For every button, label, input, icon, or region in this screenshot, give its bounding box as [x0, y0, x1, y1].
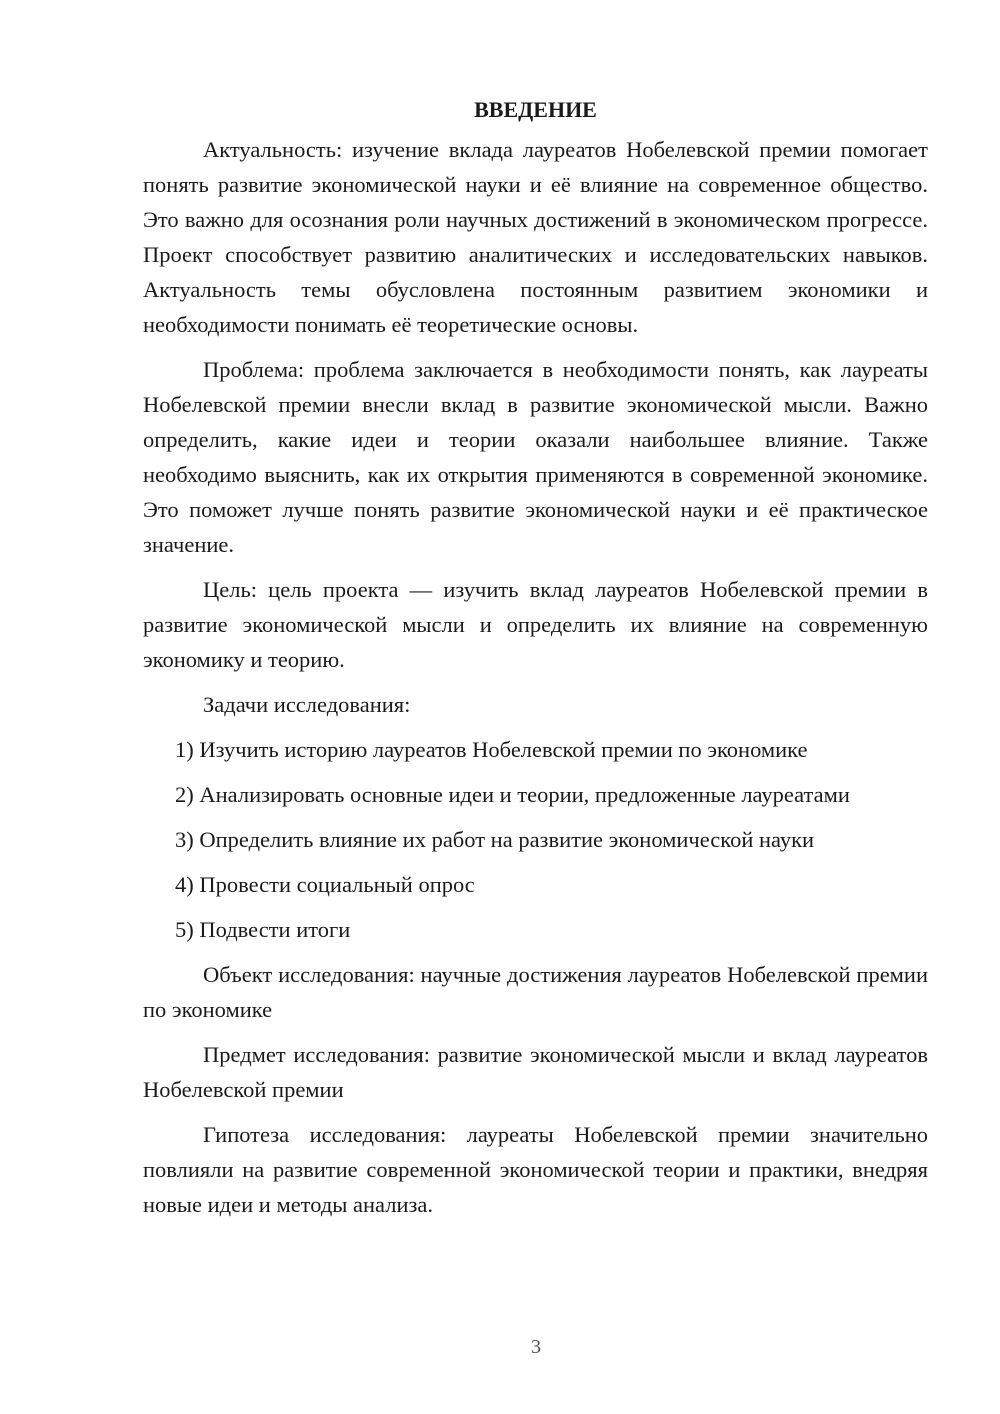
- goal-paragraph: Цель: цель проекта — изучить вклад лауреатов Нобелевской премии в развитие экономической мысли и определить их влияние на современную экономику и теорию.: [143, 577, 928, 672]
- tasks-heading: Задачи исследования:: [203, 692, 411, 717]
- relevance-paragraph: Актуальность: изучение вклада лауреатов Нобелевской премии помогает понять развитие экономической науки и её влияние на современное общество. Это важно для осознания роли научных достижений в экономическом прогрессе. Проект способствует развитию аналитических и исследовательских навыков. Актуальность темы обусловлена постоянным развитием экономики и необходимости понимать её теоретические основы.: [143, 137, 928, 337]
- task-item: 5) Подвести итоги: [175, 917, 351, 942]
- page-title: ВВЕДЕНИЕ: [474, 97, 597, 122]
- page-number: 3: [531, 1336, 541, 1358]
- document-page: [143, 92, 928, 1222]
- problem-paragraph: Проблема: проблема заключается в необходимости понять, как лауреаты Нобелевской премии внесли вклад в развитие экономической мысли. Важно определить, какие идеи и теории оказали наибольшее влияние. Также необходимо выяснить, как их открытия применяются в современной экономике. Это поможет лучше понять развитие экономической науки и её практическое значение.: [143, 357, 928, 557]
- subject-paragraph: Предмет исследования: развитие экономической мысли и вклад лауреатов Нобелевской премии: [143, 1042, 928, 1102]
- task-item: 4) Провести социальный опрос: [175, 872, 475, 897]
- hypothesis-paragraph: Гипотеза исследования: лауреаты Нобелевской премии значительно повлияли на развитие современной экономической теории и практики, внедряя новые идеи и методы анализа.: [143, 1122, 928, 1217]
- object-paragraph: Объект исследования: научные достижения лауреатов Нобелевской премии по экономике: [143, 962, 928, 1022]
- task-item: 3) Определить влияние их работ на развитие экономической науки: [175, 827, 815, 852]
- task-item: 1) Изучить историю лауреатов Нобелевской премии по экономике: [175, 737, 808, 762]
- task-item: 2) Анализировать основные идеи и теории, предложенные лауреатами: [175, 782, 850, 807]
